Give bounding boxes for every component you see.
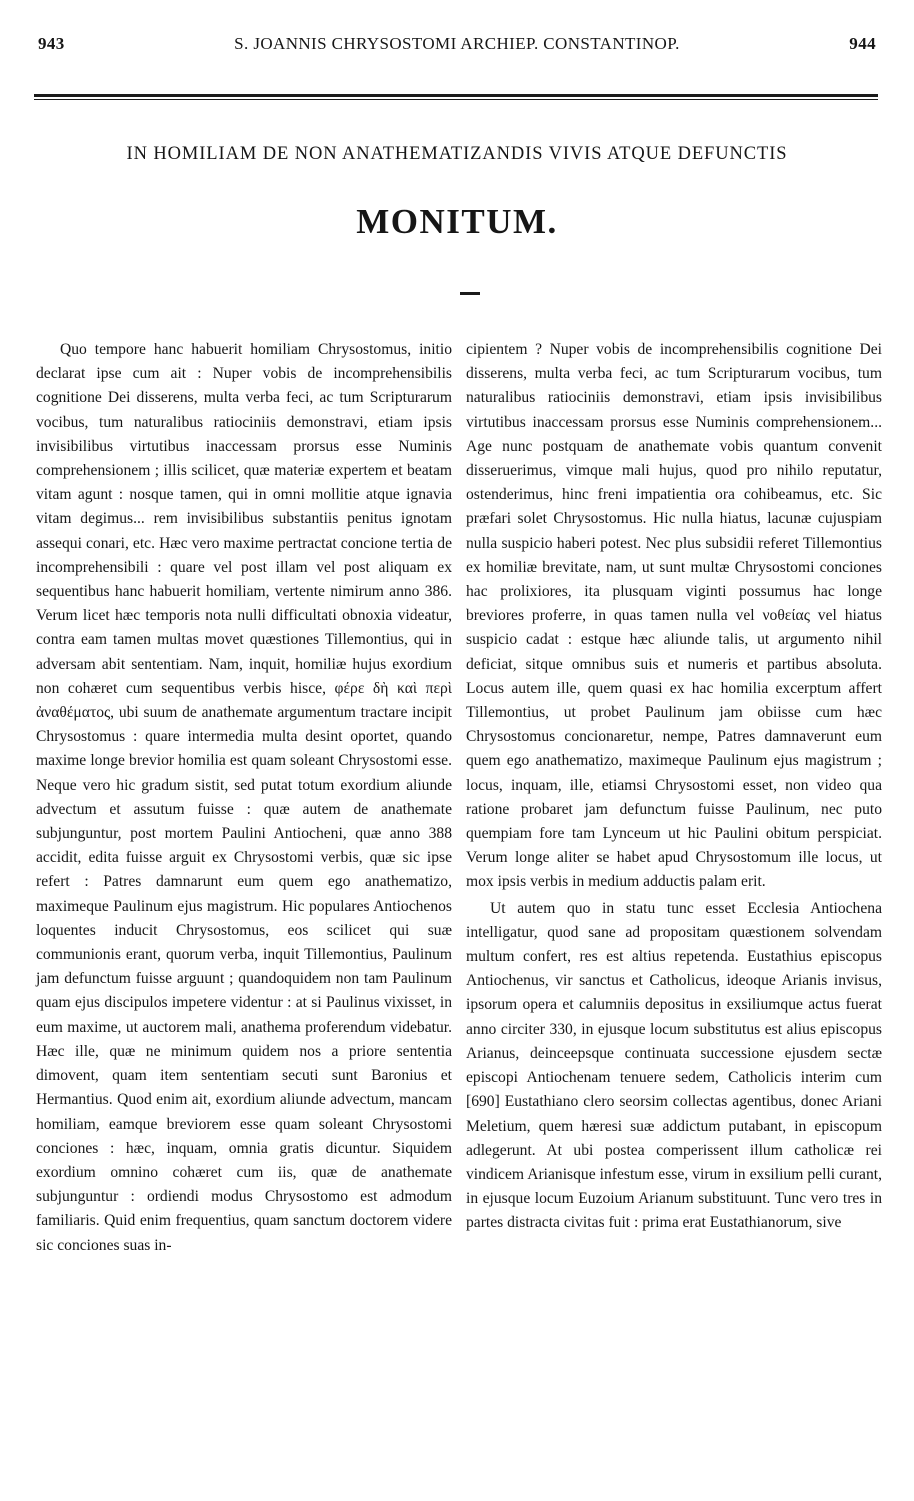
paragraph: Ut autem quo in statu tunc esset Ecclesia Antiochena intelligatur, quod sane ad propositam quæstionem solvendam multum confert, res est altius repetenda. Eustathius episcopus Antiochenus, vir sanctus et Catholicus, ideoque Arianis invisus, ipsorum opera et calumniis depositus in exsiliumque actus fuerat anno circiter 330, in ejusque locum substitutus est alius episcopus Arianus, deinceepsque continuata successione ejusdem sectæ episcopi Antiochenam tenuere sedem, Catholicis interim cum [690] Eustathiano clero seorsim collectas agentibus, donec Ariani Meletium, quem hæresi suæ addictum putabant, in episcopum adlegerunt. At ubi postea comperissent illum catholicæ rei vindicem Arianisque infestum esse, virum in exsilium pelli curant, in ejusque locum Euzoium Arianum substituunt. Tunc vero tres in partes distracta civitas fuit : prima erat Eustathianorum, sive	[466, 899, 882, 1232]
right-column	[466, 338, 882, 1236]
page-number-left: 943	[38, 34, 65, 53]
page-number-right: 944	[849, 34, 876, 53]
ornament-dash	[460, 292, 480, 295]
paragraph-continued: cipientem ? Nuper vobis de incomprehensibilis cognitione Dei disserens, multa verba feci, ac tum Scripturarum vocibus, tum naturalibus ratiociniis demonstravi, etiam ipsis invisibilibus virtutibus inaccessam prorsus esse Numinis comprehensionem... Age nunc postquam de anathemate vobis quantum convenit disseruerimus, vimque mali hujus, quod pro nihilo reputatur, ostenderimus, hinc freni impatientia ora cohibeamus, etc. Sic præfari solet Chrysostomus. Hic nulla hiatus, lacunæ cujuspiam nulla suspicio haberi potest. Nec plus subsidii referet Tillemontius ex homiliæ brevitate, nam, ut sunt multæ Chrysostomi conciones hac prolixiores, ita plusquam viginti possumus hac longe breviores proferre, in quas tamen nulla vel νοθείας vel hiatus suspicio cadat : estque hæc aliunde talis, ut argumento nihil deficiat, sitque omnibus suis et numeris et partibus absoluta. Locus autem ille, quem quasi ex hac homilia excerptum affert Tillemontius, ut probet Paulinum jam obiisse cum hæc Chrysostomus concionaretur, nempe, Patres damnaverunt eum quem ego anathematizo, maximeque Paulinum ejus magistrum ; locus, inquam, ille, etiamsi Chrysostomi esset, non video qua ratione probaret jam defunctum fuisse Paulinum, nec puto quempiam fore tam Lynceum ut hic Paulini obitum perspiciat. Verum longe aliter se habet apud Chrysostomum ille locus, ut mox ipsis verbis in medium adductis palam erit.	[466, 341, 882, 891]
running-head	[36, 30, 878, 60]
header-rule-thin	[34, 99, 878, 100]
left-column	[36, 338, 452, 1258]
section-title: MONITUM.	[356, 202, 558, 241]
homily-title: IN HOMILIAM DE NON ANATHEMATIZANDIS VIVIS ATQUE DEFUNCTIS	[126, 144, 788, 164]
running-title: S. JOANNIS CHRYSOSTOMI ARCHIEP. CONSTANTINOP.	[234, 34, 680, 53]
header-rule-thick	[34, 94, 878, 97]
paragraph: Quo tempore hanc habuerit homiliam Chrysostomus, initio declarat ipse cum ait : Nuper vobis de incomprehensibilis cognitione Dei disserens, multa verba feci, ac tum Scripturarum vocibus, tum naturalibus ratiociniis demonstravi, etiam ipsis invisibilibus virtutibus inaccessam prorsus esse Numinis comprehensionem ; illis scilicet, quæ materiæ expertem et beatam vitam agunt : nosque tamen, qui in omni mollitie atque ignavia vitam degimus... rem invisibilibus substantiis penitus ignotam assequi conari, etc. Hæc vero maxime pertractat concione tertia de incomprehensibili : quare vel post illam vel post aliquam ex sequentibus hanc habuerit homiliam, vertente nimirum anno 386. Verum licet hæc temporis nota nulli difficultati obnoxia videatur, contra eam tamen multas movet quæstiones Tillemontius, qui in adversam abit sententiam. Nam, inquit, homiliæ hujus exordium non cohæret cum sequentibus verbis hisce, φέρε δὴ καὶ περὶ ἀναθέματος, ubi suum de anathemate argumentum tractare incipit Chrysostomus : quare intermedia multa desint oportet, quando maxime longe brevior homilia est quam soleant Chrysostomi esse. Neque vero hic gradum sistit, sed putat totum exordium aliunde advectum et assutum fuisse : quæ autem de anathemate subjunguntur, post mortem Paulini Antiocheni, quæ anno 388 accidit, edita fuisse arguit ex Chrysostomi verbis, quæ sic ipse refert : Patres damnarunt eum quem ego anathematizo, maximeque Paulinum ejus magistrum. Hic populares Antiochenos loquentes inducit Chrysostomus, eos scilicet qui suæ communionis erant, quorum verba, inquit Tillemontius, Paulinum jam defunctum fuisse arguunt ; quandoquidem non tam Paulinum quam ejus discipulos impetere videntur : at si Paulinus vixisset, in eum maxime, ut auctorem mali, anathema proferendum videbatur. Hæc ille, quæ ne minimum quidem nos a priore sententia dimovent, quam item sententiam secuti sunt Baronius et Hermantius. Quod enim ait, exordium aliunde advectum, mancam homiliam, eamque breviorem esse quam soleant Chrysostomi conciones : hæc, inquam, omnia gratis dicuntur. Siquidem exordium omnino cohæret cum iis, quæ de anathemate subjunguntur : ordiendi modus Chrysostomo est admodum familiaris. Quid enim frequentius, quam sanctum doctorem videre sic conciones suas in-	[36, 341, 452, 1254]
